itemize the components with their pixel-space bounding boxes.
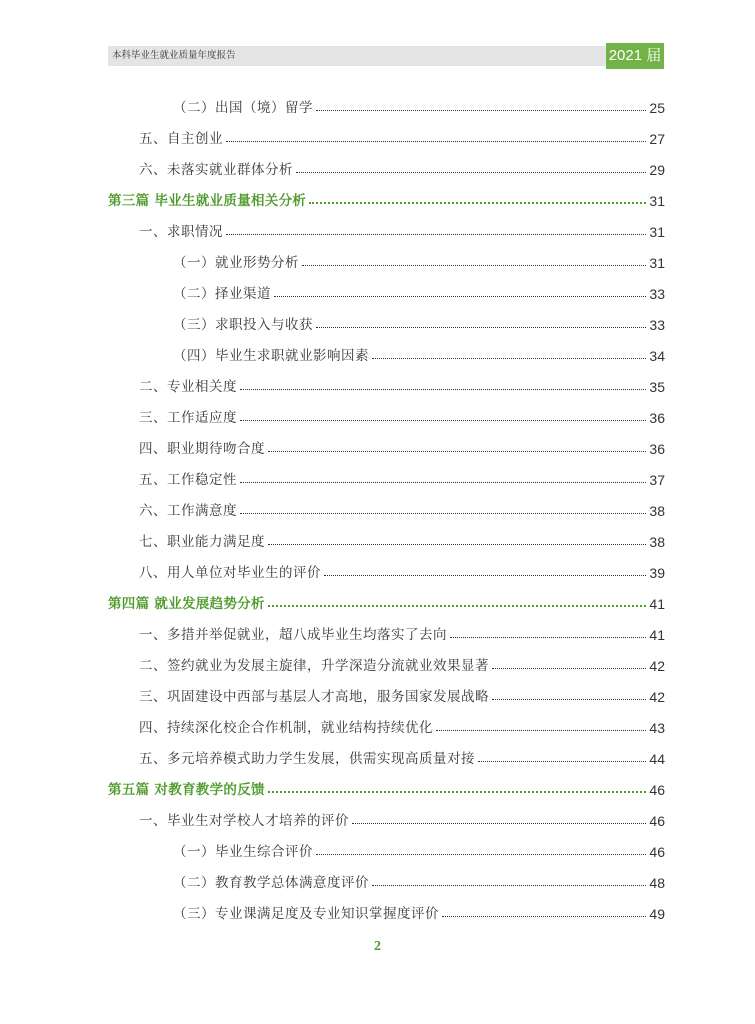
year-badge: 2021 届 xyxy=(606,43,664,69)
toc-entry[interactable] xyxy=(139,125,665,147)
toc-entry-page: 46 xyxy=(649,813,665,829)
toc-entry-page: 31 xyxy=(649,255,665,271)
toc-entry[interactable] xyxy=(139,559,665,581)
dot-leader xyxy=(226,234,646,235)
toc-entry-page: 39 xyxy=(649,565,665,581)
dot-leader xyxy=(309,202,646,204)
toc-entry[interactable] xyxy=(173,900,665,922)
toc-entry[interactable] xyxy=(139,466,665,488)
toc-entry-label: 五、多元培养模式助力学生发展，供需实现高质量对接 xyxy=(139,751,475,767)
toc-entry[interactable] xyxy=(139,528,665,550)
dot-leader xyxy=(268,791,647,793)
toc-entry-label: 二、专业相关度 xyxy=(139,379,237,395)
toc-entry-page: 43 xyxy=(649,720,665,736)
dot-leader xyxy=(478,761,646,762)
toc-entry-label: 五、工作稳定性 xyxy=(139,472,237,488)
dot-leader xyxy=(492,668,646,669)
toc-entry-label: 六、工作满意度 xyxy=(139,503,237,519)
toc-entry-page: 36 xyxy=(649,441,665,457)
dot-leader xyxy=(316,110,646,111)
toc-entry-page: 42 xyxy=(649,658,665,674)
toc-entry-page: 33 xyxy=(649,317,665,333)
toc-entry[interactable] xyxy=(139,621,665,643)
toc-entry-page: 35 xyxy=(649,379,665,395)
toc-entry-label: 一、多措并举促就业，超八成毕业生均落实了去向 xyxy=(139,627,447,643)
dot-leader xyxy=(274,296,646,297)
dot-leader xyxy=(268,544,646,545)
toc-entry[interactable] xyxy=(139,404,665,426)
page-number: 2 xyxy=(374,939,381,954)
toc-entry[interactable] xyxy=(139,156,665,178)
toc-part-entry[interactable] xyxy=(108,187,665,209)
toc-entry[interactable] xyxy=(139,435,665,457)
toc-entry-page: 38 xyxy=(649,503,665,519)
dot-leader xyxy=(296,172,646,173)
dot-leader xyxy=(436,730,646,731)
toc-entry[interactable] xyxy=(139,714,665,736)
toc-entry-page: 49 xyxy=(649,906,665,922)
dot-leader xyxy=(240,513,646,514)
toc-entry-page: 27 xyxy=(649,131,665,147)
toc-entry[interactable] xyxy=(173,838,665,860)
toc-entry[interactable] xyxy=(139,745,665,767)
dot-leader xyxy=(372,358,646,359)
toc-entry-label: 四、持续深化校企合作机制，就业结构持续优化 xyxy=(139,720,433,736)
toc-entry[interactable] xyxy=(173,311,665,333)
toc-entry-page: 46 xyxy=(649,782,665,798)
toc-entry-page: 29 xyxy=(649,162,665,178)
toc-entry-page: 37 xyxy=(649,472,665,488)
toc-entry-page: 36 xyxy=(649,410,665,426)
dot-leader xyxy=(268,451,646,452)
toc-entry-label: 五、自主创业 xyxy=(139,131,223,147)
toc-entry-label: 第三篇 毕业生就业质量相关分析 xyxy=(108,193,307,209)
dot-leader xyxy=(324,575,646,576)
dot-leader xyxy=(372,885,646,886)
toc-entry[interactable] xyxy=(139,218,665,240)
toc-entry-label: （四）毕业生求职就业影响因素 xyxy=(173,348,369,364)
toc-entry[interactable] xyxy=(173,280,665,302)
toc-entry-label: 二、签约就业为发展主旋律，升学深造分流就业效果显著 xyxy=(139,658,489,674)
toc-entry-label: （二）择业渠道 xyxy=(173,286,271,302)
toc-entry-page: 31 xyxy=(649,224,665,240)
toc-entry[interactable] xyxy=(139,652,665,674)
toc-entry-label: 八、用人单位对毕业生的评价 xyxy=(139,565,321,581)
toc-entry-label: （二）出国（境）留学 xyxy=(173,100,313,116)
dot-leader xyxy=(352,823,646,824)
dot-leader xyxy=(316,854,646,855)
dot-leader xyxy=(226,141,646,142)
toc-entry[interactable] xyxy=(173,249,665,271)
dot-leader xyxy=(302,265,646,266)
toc-entry-page: 46 xyxy=(649,844,665,860)
toc-entry-page: 25 xyxy=(649,100,665,116)
toc-entry[interactable] xyxy=(173,342,665,364)
toc-entry-label: （一）就业形势分析 xyxy=(173,255,299,271)
dot-leader xyxy=(316,327,646,328)
toc-entry[interactable] xyxy=(139,497,665,519)
toc-entry-label: （三）专业课满足度及专业知识掌握度评价 xyxy=(173,906,439,922)
toc-entry-label: 三、巩固建设中西部与基层人才高地，服务国家发展战略 xyxy=(139,689,489,705)
toc-entry-label: 四、职业期待吻合度 xyxy=(139,441,265,457)
toc-entry-label: （一）毕业生综合评价 xyxy=(173,844,313,860)
toc-entry-label: （二）教育教学总体满意度评价 xyxy=(173,875,369,891)
toc-entry[interactable] xyxy=(139,373,665,395)
toc-entry-page: 48 xyxy=(649,875,665,891)
toc-entry-label: 一、毕业生对学校人才培养的评价 xyxy=(139,813,349,829)
toc-entry-page: 44 xyxy=(649,751,665,767)
toc-entry[interactable] xyxy=(139,807,665,829)
toc-entry-page: 34 xyxy=(649,348,665,364)
dot-leader xyxy=(240,420,646,421)
toc-entry-label: 七、职业能力满足度 xyxy=(139,534,265,550)
toc-entry-label: 一、求职情况 xyxy=(139,224,223,240)
toc-entry-page: 31 xyxy=(649,193,665,209)
toc-entry-page: 33 xyxy=(649,286,665,302)
toc-entry-label: 第四篇 就业发展趋势分析 xyxy=(108,596,265,612)
toc-entry-label: 六、未落实就业群体分析 xyxy=(139,162,293,178)
toc-entry-label: 三、工作适应度 xyxy=(139,410,237,426)
toc-entry-page: 41 xyxy=(649,627,665,643)
toc-entry[interactable] xyxy=(173,869,665,891)
dot-leader xyxy=(240,482,646,483)
report-title: 本科毕业生就业质量年度报告 xyxy=(112,50,236,61)
toc-part-entry[interactable] xyxy=(108,776,665,798)
dot-leader xyxy=(268,605,647,607)
dot-leader xyxy=(240,389,646,390)
toc-entry-page: 41 xyxy=(649,596,665,612)
toc-entry-page: 42 xyxy=(649,689,665,705)
toc-entry-page: 38 xyxy=(649,534,665,550)
toc-entry-label: （三）求职投入与收获 xyxy=(173,317,313,333)
toc-entry-label: 第五篇 对教育教学的反馈 xyxy=(108,782,265,798)
toc-entry[interactable] xyxy=(173,94,665,116)
toc-part-entry[interactable] xyxy=(108,590,665,612)
dot-leader xyxy=(450,637,646,638)
toc-entry[interactable] xyxy=(139,683,665,705)
dot-leader xyxy=(442,916,646,917)
dot-leader xyxy=(492,699,646,700)
